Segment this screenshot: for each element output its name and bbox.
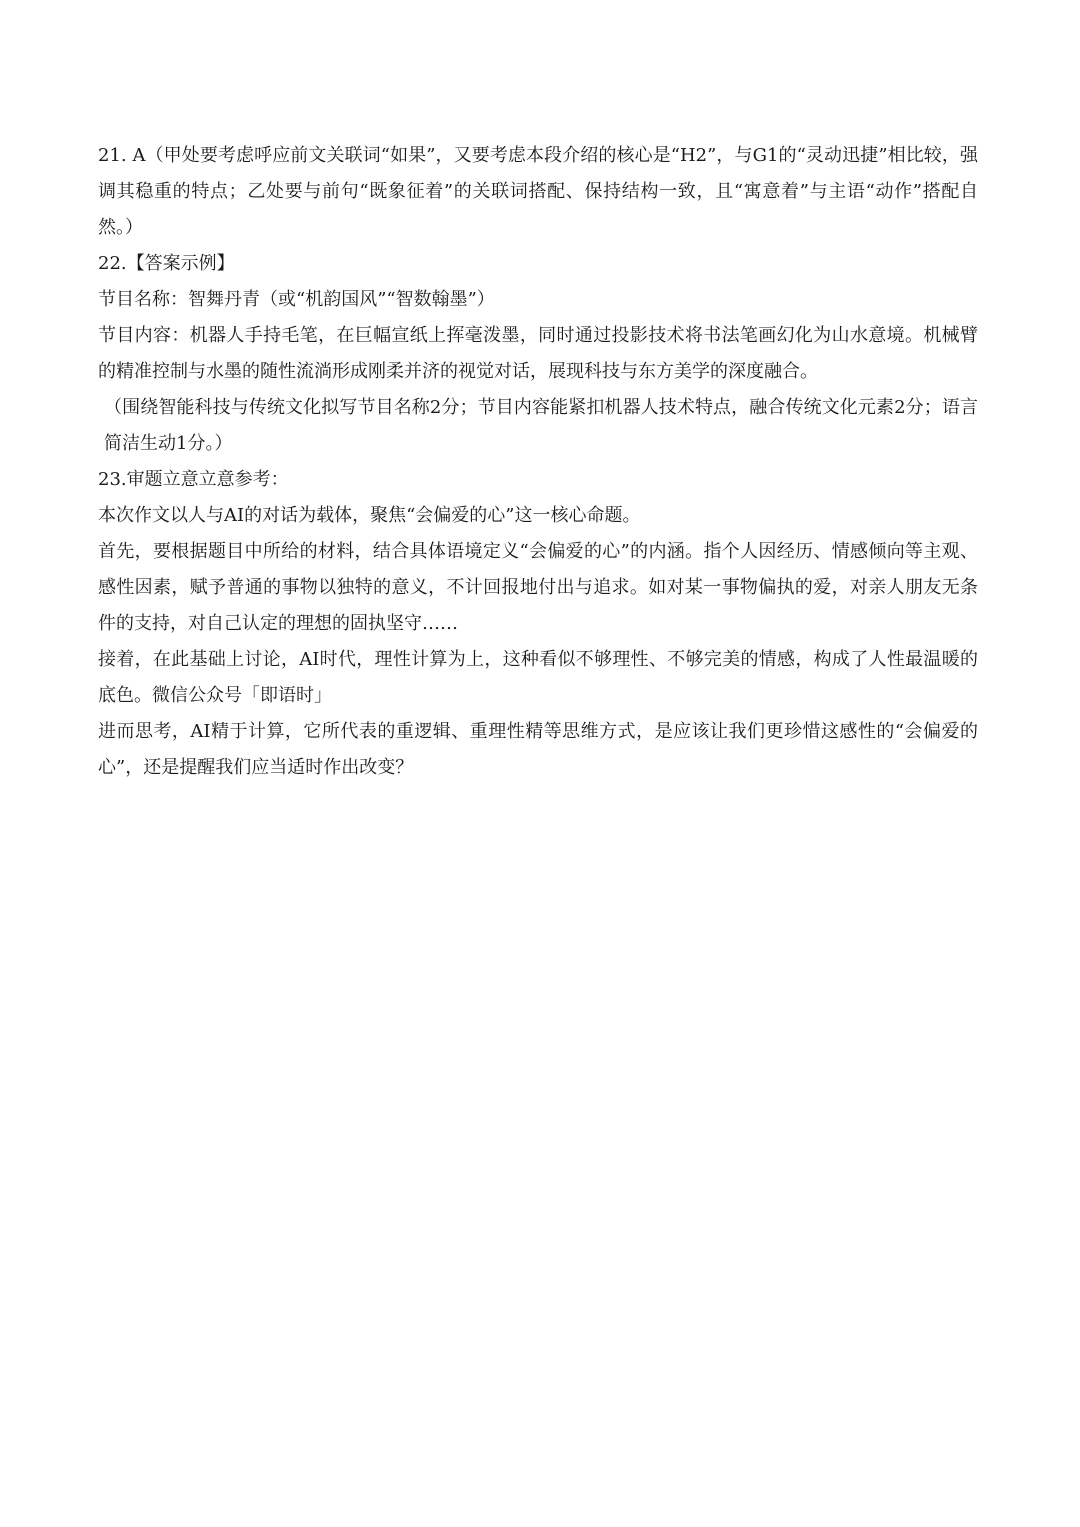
answer-23-heading: 23.审题立意立意参考：: [98, 469, 289, 490]
essay-second-paragraph: 接着，在此基础上讨论，AI时代，理性计算为上，这种看似不够理性、不够完美的情感，构成了人性最温暖的底色。微信公众号「即语时」: [98, 649, 978, 706]
essay-third-paragraph: 进而思考，AI精于计算，它所代表的重逻辑、重理性精等思维方式，是应该让我们更珍惜这感性的“会偏爱的心”，还是提醒我们应当适时作出改变？: [98, 721, 978, 778]
scoring-note-paragraph: （围绕智能科技与传统文化拟写节目名称2分；节目内容能紧扣机器人技术特点，融合传统文化元素2分；语言简洁生动1分。）: [104, 397, 978, 454]
answer-text-body: [98, 138, 978, 786]
program-name-paragraph: 节目名称：智舞丹青（或“机韵国风”“智数翰墨”）: [98, 289, 495, 310]
answer-21-paragraph: 21. A（甲处要考虑呼应前文关联词“如果”，又要考虑本段介绍的核心是“H2”，与G1的“灵动迅捷”相比较，强调其稳重的特点；乙处要与前句“既象征着”的关联词搭配、保持结构一致，且“寓意着”与主语“动作”搭配自然。）: [98, 145, 978, 238]
essay-intro-paragraph: 本次作文以人与AI的对话为载体，聚焦“会偏爱的心”这一核心命题。: [98, 505, 641, 526]
essay-first-paragraph: 首先，要根据题目中所给的材料，结合具体语境定义“会偏爱的心”的内涵。指个人因经历、情感倾向等主观、感性因素，赋予普通的事物以独特的意义，不计回报地付出与追求。如对某一事物偏执的爱，对亲人朋友无条件的支持，对自己认定的理想的固执坚守……: [98, 541, 978, 634]
program-content-paragraph: 节目内容：机器人手持毛笔，在巨幅宣纸上挥毫泼墨，同时通过投影技术将书法笔画幻化为山水意境。机械臂的精准控制与水墨的随性流淌形成刚柔并济的视觉对话，展现科技与东方美学的深度融合。: [98, 325, 978, 382]
answer-22-heading: 22.【答案示例】: [98, 253, 235, 274]
